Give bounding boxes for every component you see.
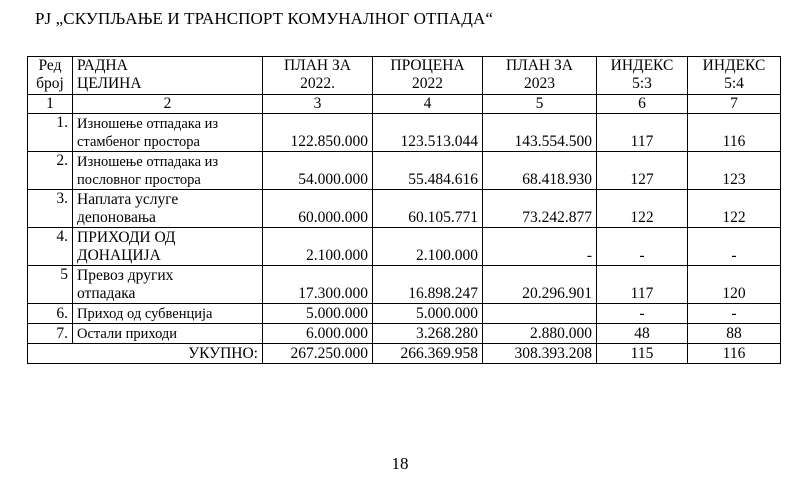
revenue-table <box>27 56 781 364</box>
section-heading: РЈ „СКУПЉАЊЕ И ТРАНСПОРТ КОМУНАЛНОГ ОТПАДА“ <box>35 9 494 28</box>
plan-2022-value: 60.000.000 <box>263 190 373 228</box>
column-number: 1 <box>28 95 73 114</box>
index-5-4-value: 88 <box>688 324 781 344</box>
header-cell-index-5-4: ИНДЕКС 5:4 <box>688 57 781 95</box>
estimate-2022-value: 60.105.771 <box>373 190 483 228</box>
table-row <box>28 266 781 304</box>
row-number: 2. <box>28 152 73 190</box>
estimate-2022-value: 16.898.247 <box>373 266 483 304</box>
row-number: 4. <box>28 228 73 266</box>
row-number: 3. <box>28 190 73 228</box>
work-unit-name: Остали приходи <box>73 324 263 344</box>
index-5-3-value: 48 <box>597 324 688 344</box>
total-row <box>28 344 781 364</box>
index-5-4-value: 123 <box>688 152 781 190</box>
total-index-5-4: 116 <box>688 344 781 364</box>
table-row <box>28 114 781 152</box>
table-header-row <box>28 57 781 95</box>
column-number: 6 <box>597 95 688 114</box>
index-5-4-value: - <box>688 304 781 324</box>
column-number: 3 <box>263 95 373 114</box>
index-5-3-value: 127 <box>597 152 688 190</box>
index-5-4-value: 116 <box>688 114 781 152</box>
plan-2023-value <box>483 304 597 324</box>
header-cell-work-unit: РАДНА ЦЕЛИНА <box>73 57 263 95</box>
column-number: 7 <box>688 95 781 114</box>
table-row <box>28 152 781 190</box>
table-row <box>28 190 781 228</box>
header-cell-plan-2023: ПЛАН ЗА 2023 <box>483 57 597 95</box>
work-unit-name: Превоз других отпадака <box>73 266 263 304</box>
header-cell-estimate-2022: ПРОЦЕНА 2022 <box>373 57 483 95</box>
header-cell-row-number: Ред број <box>28 57 73 95</box>
estimate-2022-value: 123.513.044 <box>373 114 483 152</box>
estimate-2022-value: 2.100.000 <box>373 228 483 266</box>
row-number: 1. <box>28 114 73 152</box>
plan-2023-value: 73.242.877 <box>483 190 597 228</box>
column-number: 2 <box>73 95 263 114</box>
header-cell-plan-2022: ПЛАН ЗА 2022. <box>263 57 373 95</box>
index-5-3-value: 122 <box>597 190 688 228</box>
work-unit-name: Изношење отпадака из стамбеног простора <box>73 114 263 152</box>
estimate-2022-value: 55.484.616 <box>373 152 483 190</box>
page-number: 18 <box>391 454 409 473</box>
plan-2022-value: 6.000.000 <box>263 324 373 344</box>
index-5-4-value: 122 <box>688 190 781 228</box>
total-estimate-2022: 266.369.958 <box>373 344 483 364</box>
index-5-4-value: - <box>688 228 781 266</box>
column-number-row <box>28 95 781 114</box>
total-plan-2022: 267.250.000 <box>263 344 373 364</box>
table-row <box>28 228 781 266</box>
plan-2022-value: 122.850.000 <box>263 114 373 152</box>
index-5-3-value: - <box>597 304 688 324</box>
row-number: 6. <box>28 304 73 324</box>
total-label: УКУПНО: <box>28 344 263 364</box>
plan-2022-value: 17.300.000 <box>263 266 373 304</box>
total-index-5-3: 115 <box>597 344 688 364</box>
total-plan-2023: 308.393.208 <box>483 344 597 364</box>
plan-2022-value: 5.000.000 <box>263 304 373 324</box>
column-number: 5 <box>483 95 597 114</box>
table-row <box>28 324 781 344</box>
estimate-2022-value: 3.268.280 <box>373 324 483 344</box>
index-5-3-value: 117 <box>597 114 688 152</box>
plan-2022-value: 54.000.000 <box>263 152 373 190</box>
plan-2023-value: 143.554.500 <box>483 114 597 152</box>
estimate-2022-value: 5.000.000 <box>373 304 483 324</box>
plan-2023-value: 20.296.901 <box>483 266 597 304</box>
work-unit-name: ПРИХОДИ ОД ДОНАЦИЈА <box>73 228 263 266</box>
plan-2023-value: - <box>483 228 597 266</box>
index-5-4-value: 120 <box>688 266 781 304</box>
work-unit-name: Приход од субвенција <box>73 304 263 324</box>
header-cell-index-5-3: ИНДЕКС 5:3 <box>597 57 688 95</box>
work-unit-name: Изношење отпадака из пословног простора <box>73 152 263 190</box>
work-unit-name: Наплата услуге депоновања <box>73 190 263 228</box>
column-number: 4 <box>373 95 483 114</box>
index-5-3-value: 117 <box>597 266 688 304</box>
row-number: 7. <box>28 324 73 344</box>
row-number: 5 <box>28 266 73 304</box>
table-row <box>28 304 781 324</box>
plan-2023-value: 2.880.000 <box>483 324 597 344</box>
index-5-3-value: - <box>597 228 688 266</box>
plan-2023-value: 68.418.930 <box>483 152 597 190</box>
plan-2022-value: 2.100.000 <box>263 228 373 266</box>
